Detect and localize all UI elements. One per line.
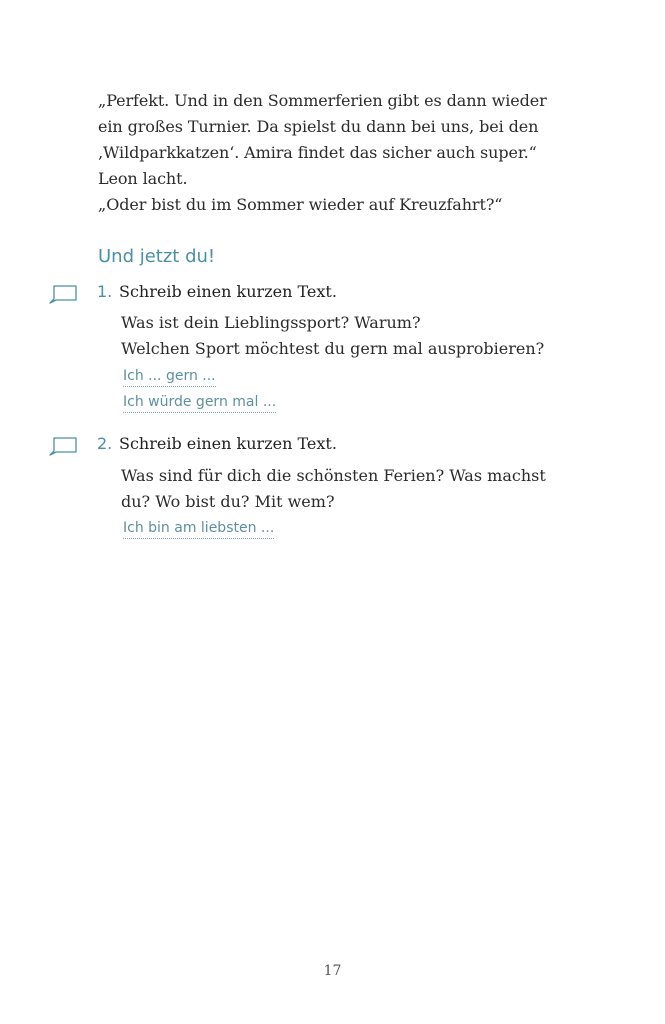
speech-bubble-icon [48, 436, 78, 456]
task-prompt-line: du? Wo bist du? Mit wem? [121, 492, 335, 511]
task-number: 1. [97, 282, 113, 301]
writing-hint: Ich bin am liebsten ... [123, 518, 274, 539]
story-line: ein großes Turnier. Da spielst du dann bei uns, bei den [98, 117, 539, 136]
task-number: 2. [97, 434, 113, 453]
task-prompt [121, 310, 571, 362]
story-line: „Perfekt. Und in den Sommerferien gibt es dann wieder [98, 91, 547, 110]
story-line: Leon lacht. [98, 169, 188, 188]
task-prompt-line: Was sind für dich die schönsten Ferien? Was machst [121, 466, 546, 485]
writing-hint: Ich ... gern ... [123, 366, 216, 387]
story-text [98, 88, 568, 218]
task-title: Schreib einen kurzen Text. [119, 282, 337, 301]
task-title: Schreib einen kurzen Text. [119, 434, 337, 453]
story-line: „Oder bist du im Sommer wieder auf Kreuzfahrt?“ [98, 195, 503, 214]
task-prompt-line: Was ist dein Lieblingssport? Warum? [121, 313, 421, 332]
section-heading: Und jetzt du! [98, 246, 216, 267]
task-prompt [121, 463, 571, 515]
page-number: 17 [323, 963, 342, 979]
task-prompt-line: Welchen Sport möchtest du gern mal ausprobieren? [121, 339, 545, 358]
writing-hint: Ich würde gern mal ... [123, 392, 276, 413]
speech-bubble-icon [48, 284, 78, 304]
story-line: ‚Wildparkkatzen‘. Amira findet das sicher auch super.“ [98, 143, 537, 162]
